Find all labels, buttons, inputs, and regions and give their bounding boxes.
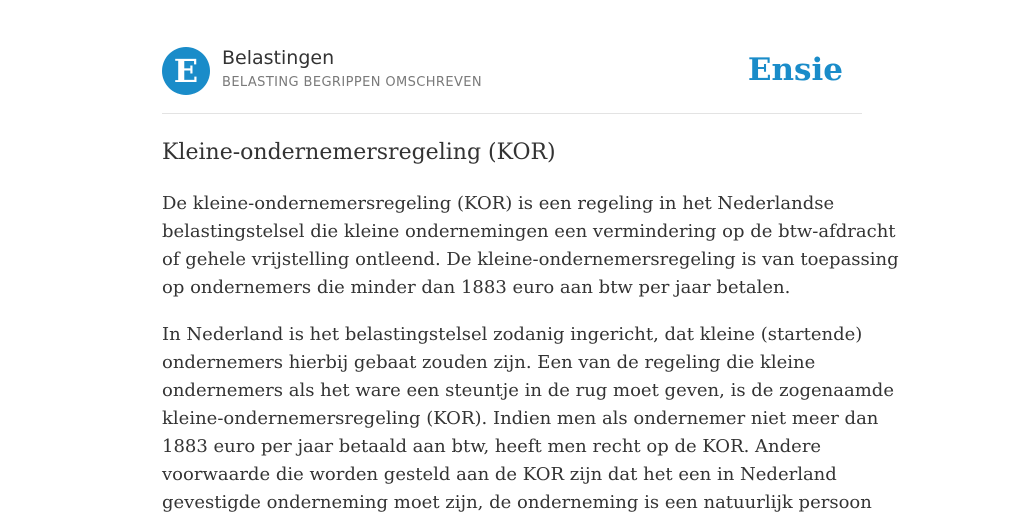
text-line: ondernemers hierbij gebaat zouden zijn. Een van de regeling die kleine xyxy=(162,352,816,373)
logo-letter-graphic xyxy=(162,47,210,95)
content-container xyxy=(162,0,899,512)
brand-logo[interactable]: Ensie xyxy=(747,52,843,88)
site-header xyxy=(162,0,862,114)
logo-letter: E xyxy=(173,52,199,90)
article-title: Kleine-ondernemersregeling (KOR) xyxy=(162,140,556,165)
text-line: belastingstelsel die kleine ondernemingen een vermindering op de btw-afdracht xyxy=(162,221,896,242)
text-line: gevestigde onderneming moet zijn, de onderneming is een natuurlijk persoon xyxy=(162,492,872,512)
site-title[interactable]: Belastingen xyxy=(222,47,335,69)
text-line: 1883 euro per jaar betaald aan btw, heeft men recht op de KOR. Andere xyxy=(162,436,822,457)
text-line: In Nederland is het belastingstelsel zodanig ingericht, dat kleine (startende) xyxy=(162,324,863,345)
text-line: kleine-ondernemersregeling (KOR). Indien men als ondernemer niet meer dan xyxy=(162,408,879,429)
text-line: op ondernemers die minder dan 1883 euro aan btw per jaar betalen. xyxy=(162,277,791,298)
site-subtitle: BELASTING BEGRIPPEN OMSCHREVEN xyxy=(222,75,482,90)
text-line: voorwaarde die worden gesteld aan de KOR zijn dat het een in Nederland xyxy=(162,464,837,485)
article-body xyxy=(162,190,899,512)
text-line: of gehele vrijstelling ontleend. De kleine-ondernemersregeling is van toepassing xyxy=(162,249,899,270)
article-paragraph-2 xyxy=(162,321,894,512)
text-line: De kleine-ondernemersregeling (KOR) is een regeling in het Nederlandse xyxy=(162,193,835,214)
article-paragraph-1 xyxy=(162,190,899,302)
text-line: ondernemers als het ware een steuntje in de rug moet geven, is de zogenaamde xyxy=(162,380,894,401)
ensie-e-logo-icon[interactable] xyxy=(162,47,210,95)
